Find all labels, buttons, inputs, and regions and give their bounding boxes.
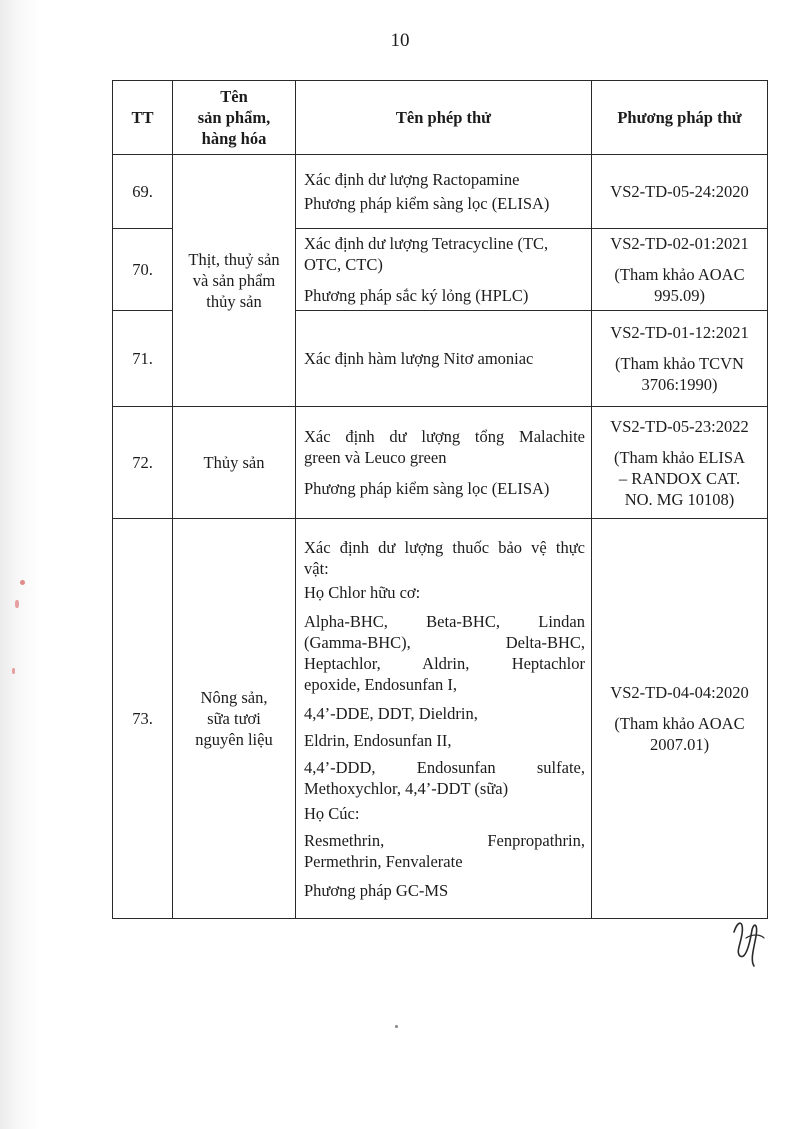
table-row	[113, 407, 768, 519]
table-row	[113, 155, 768, 229]
scan-speck	[395, 1025, 398, 1028]
test-name-cell: Xác định dư lượng Tetracycline (TC, OTC, CTC) Phương pháp sắc ký lỏng (HPLC)	[296, 229, 592, 311]
row-number: 69.	[113, 155, 173, 229]
method-cell: VS2-TD-04-04:2020 (Tham khảo AOAC 2007.01)	[592, 519, 768, 919]
header-product: Tên sản phẩm, hàng hóa	[173, 81, 296, 155]
row-number: 71.	[113, 311, 173, 407]
scan-speck	[15, 600, 19, 608]
method-cell: VS2-TD-05-23:2022 (Tham khảo ELISA – RANDOX CAT. NO. MG 10108)	[592, 407, 768, 519]
test-name-cell: Xác định dư lượng tổng Malachite green và Leuco green Phương pháp kiểm sàng lọc (ELISA)	[296, 407, 592, 519]
page-number: 10	[390, 30, 410, 51]
method-cell: VS2-TD-01-12:2021 (Tham khảo TCVN 3706:1990)	[592, 311, 768, 407]
table-header-row	[113, 81, 768, 155]
method-cell: VS2-TD-02-01:2021 (Tham khảo AOAC 995.09)	[592, 229, 768, 311]
row-number: 70.	[113, 229, 173, 311]
product-cell: Thủy sản	[173, 407, 296, 519]
header-test-name: Tên phép thử	[296, 81, 592, 155]
header-tt: TT	[113, 81, 173, 155]
header-method: Phương pháp thử	[592, 81, 768, 155]
table-row	[113, 519, 768, 919]
test-name-cell: Xác định dư lượng Ractopamine Phương pháp kiểm sàng lọc (ELISA)	[296, 155, 592, 229]
product-cell: Thịt, thuỷ sản và sản phẩm thủy sản	[173, 155, 296, 407]
scan-speck	[20, 580, 25, 585]
method-cell: VS2-TD-05-24:2020	[592, 155, 768, 229]
row-number: 72.	[113, 407, 173, 519]
test-name-cell: Xác định dư lượng thuốc bảo vệ thực vật: Họ Chlor hữu cơ: Alpha-BHC, Beta-BHC, Lindan (Gamma-BHC), Delta-BHC, Heptachlor, Aldrin, Heptachlor epoxide, Endosunfan I, 4,4’-DDE, DDT, Dieldrin, Eldrin, Endosunfan II, 4,4’-DDD, Endosunfan sulfate, Methoxychlor, 4,4’-DDT (sữa) Họ Cúc: Resmethrin, Fenpropathrin, Permethrin, Fenvalerate Phương pháp GC-MS	[296, 519, 592, 919]
test-methods-table	[112, 80, 768, 919]
test-name-cell: Xác định hàm lượng Nitơ amoniac	[296, 311, 592, 407]
handwritten-signature	[728, 912, 768, 968]
product-cell: Nông sản, sữa tươi nguyên liệu	[173, 519, 296, 919]
scan-speck	[12, 668, 15, 674]
row-number: 73.	[113, 519, 173, 919]
